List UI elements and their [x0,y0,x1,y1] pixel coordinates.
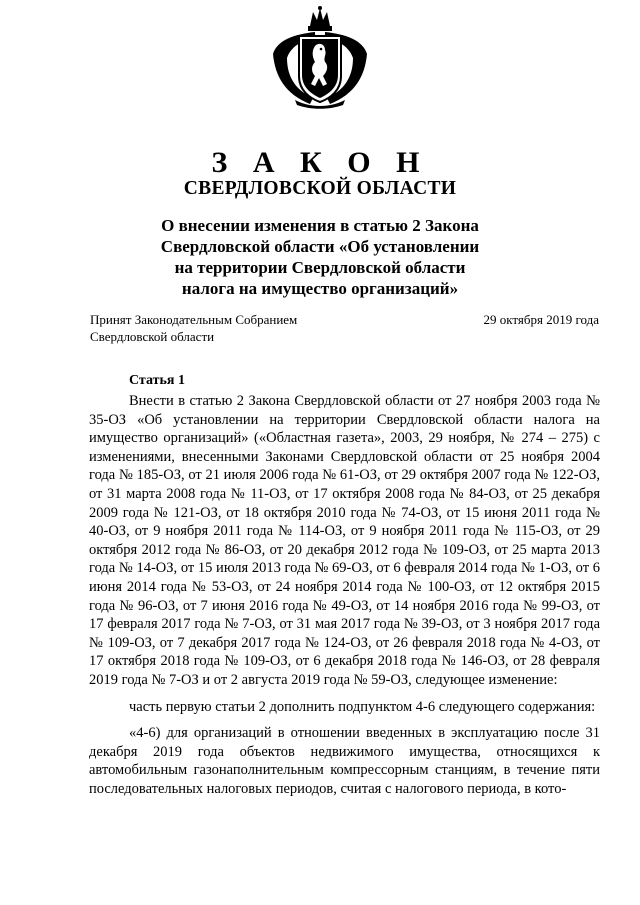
document-subtitle: СВЕРДЛОВСКОЙ ОБЛАСТИ [183,178,457,199]
article-paragraph: «4-6) для организаций в отношении введенных в эксплуатацию после 31 декабря 2019 года объектов недвижимого имущества, относящихся к автомобильным газонаполнительным компрессорным станциям, в течение пяти последовательных налоговых периодов, считая с налогового периода, в кото- [89,725,600,797]
article-paragraph: Внести в статью 2 Закона Свердловской области от 27 ноября 2003 года № 35-ОЗ «Об установлении на территории Свердловской области налога на имущество организаций» («Областная газета», 2003, 29 ноября, № 274 – 275) с изменениями, внесенными Законами Свердловской области от 25 ноября 2004 года № 185-ОЗ, от 21 июля 2006 года № 61-ОЗ, от 29 октября 2007 года № 122-ОЗ, от 31 марта 2008 года № 11-ОЗ, от 17 октября 2008 года № 84-ОЗ, от 25 декабря 2009 года № 121-ОЗ, от 18 октября 2010 года № 74-ОЗ, от 15 июня 2011 года № 40-ОЗ, от 9 ноября 2011 года № 114-ОЗ, от 9 ноября 2011 года № 115-ОЗ, от 29 октября 2012 года № 86-ОЗ, от 20 декабря 2012 года № 109-ОЗ, от 25 марта 2013 года № 14-ОЗ, от 15 июля 2013 года № 69-ОЗ, от 6 февраля 2014 года № 1-ОЗ, от 6 июня 2014 года № 53-ОЗ, от 24 ноября 2014 года № 100-ОЗ, от 12 октября 2015 года № 96-ОЗ, от 7 июня 2016 года № 49-ОЗ, от 14 ноября 2016 года № 99-ОЗ, от 17 февраля 2017 года № 7-ОЗ, от 31 мая 2017 года № 39-ОЗ, от 3 ноября 2017 года № 109-ОЗ, от 7 декабря 2017 года № 124-ОЗ, от 26 февраля 2018 года № 4-ОЗ, от 17 октября 2018 года № 109-ОЗ, от 6 декабря 2018 года № 146-ОЗ, от 28 февраля 2019 года № 7-ОЗ и от 2 августа 2019 года № 59-ОЗ, следующее изменение: [89,393,600,688]
adoption-line-2: Свердловской области [90,329,215,344]
article-paragraph: часть первую статьи 2 дополнить подпунктом 4-6 следующего содержания: [129,698,596,715]
coat-of-arms-icon [265,6,375,110]
law-heading: О внесении изменения в статью 2 Закона Свердловской области «Об установлении на территории Свердловской области налога на имущество организаций» [160,216,480,298]
article-body [89,392,600,806]
article-title: Статья 1 [129,373,185,388]
adoption-line-1: Принят Законодательным Собранием [90,312,298,327]
adoption-info [90,311,297,345]
adoption-date: 29 октября 2019 года [483,312,599,327]
document-title: З А К О Н [211,146,429,179]
